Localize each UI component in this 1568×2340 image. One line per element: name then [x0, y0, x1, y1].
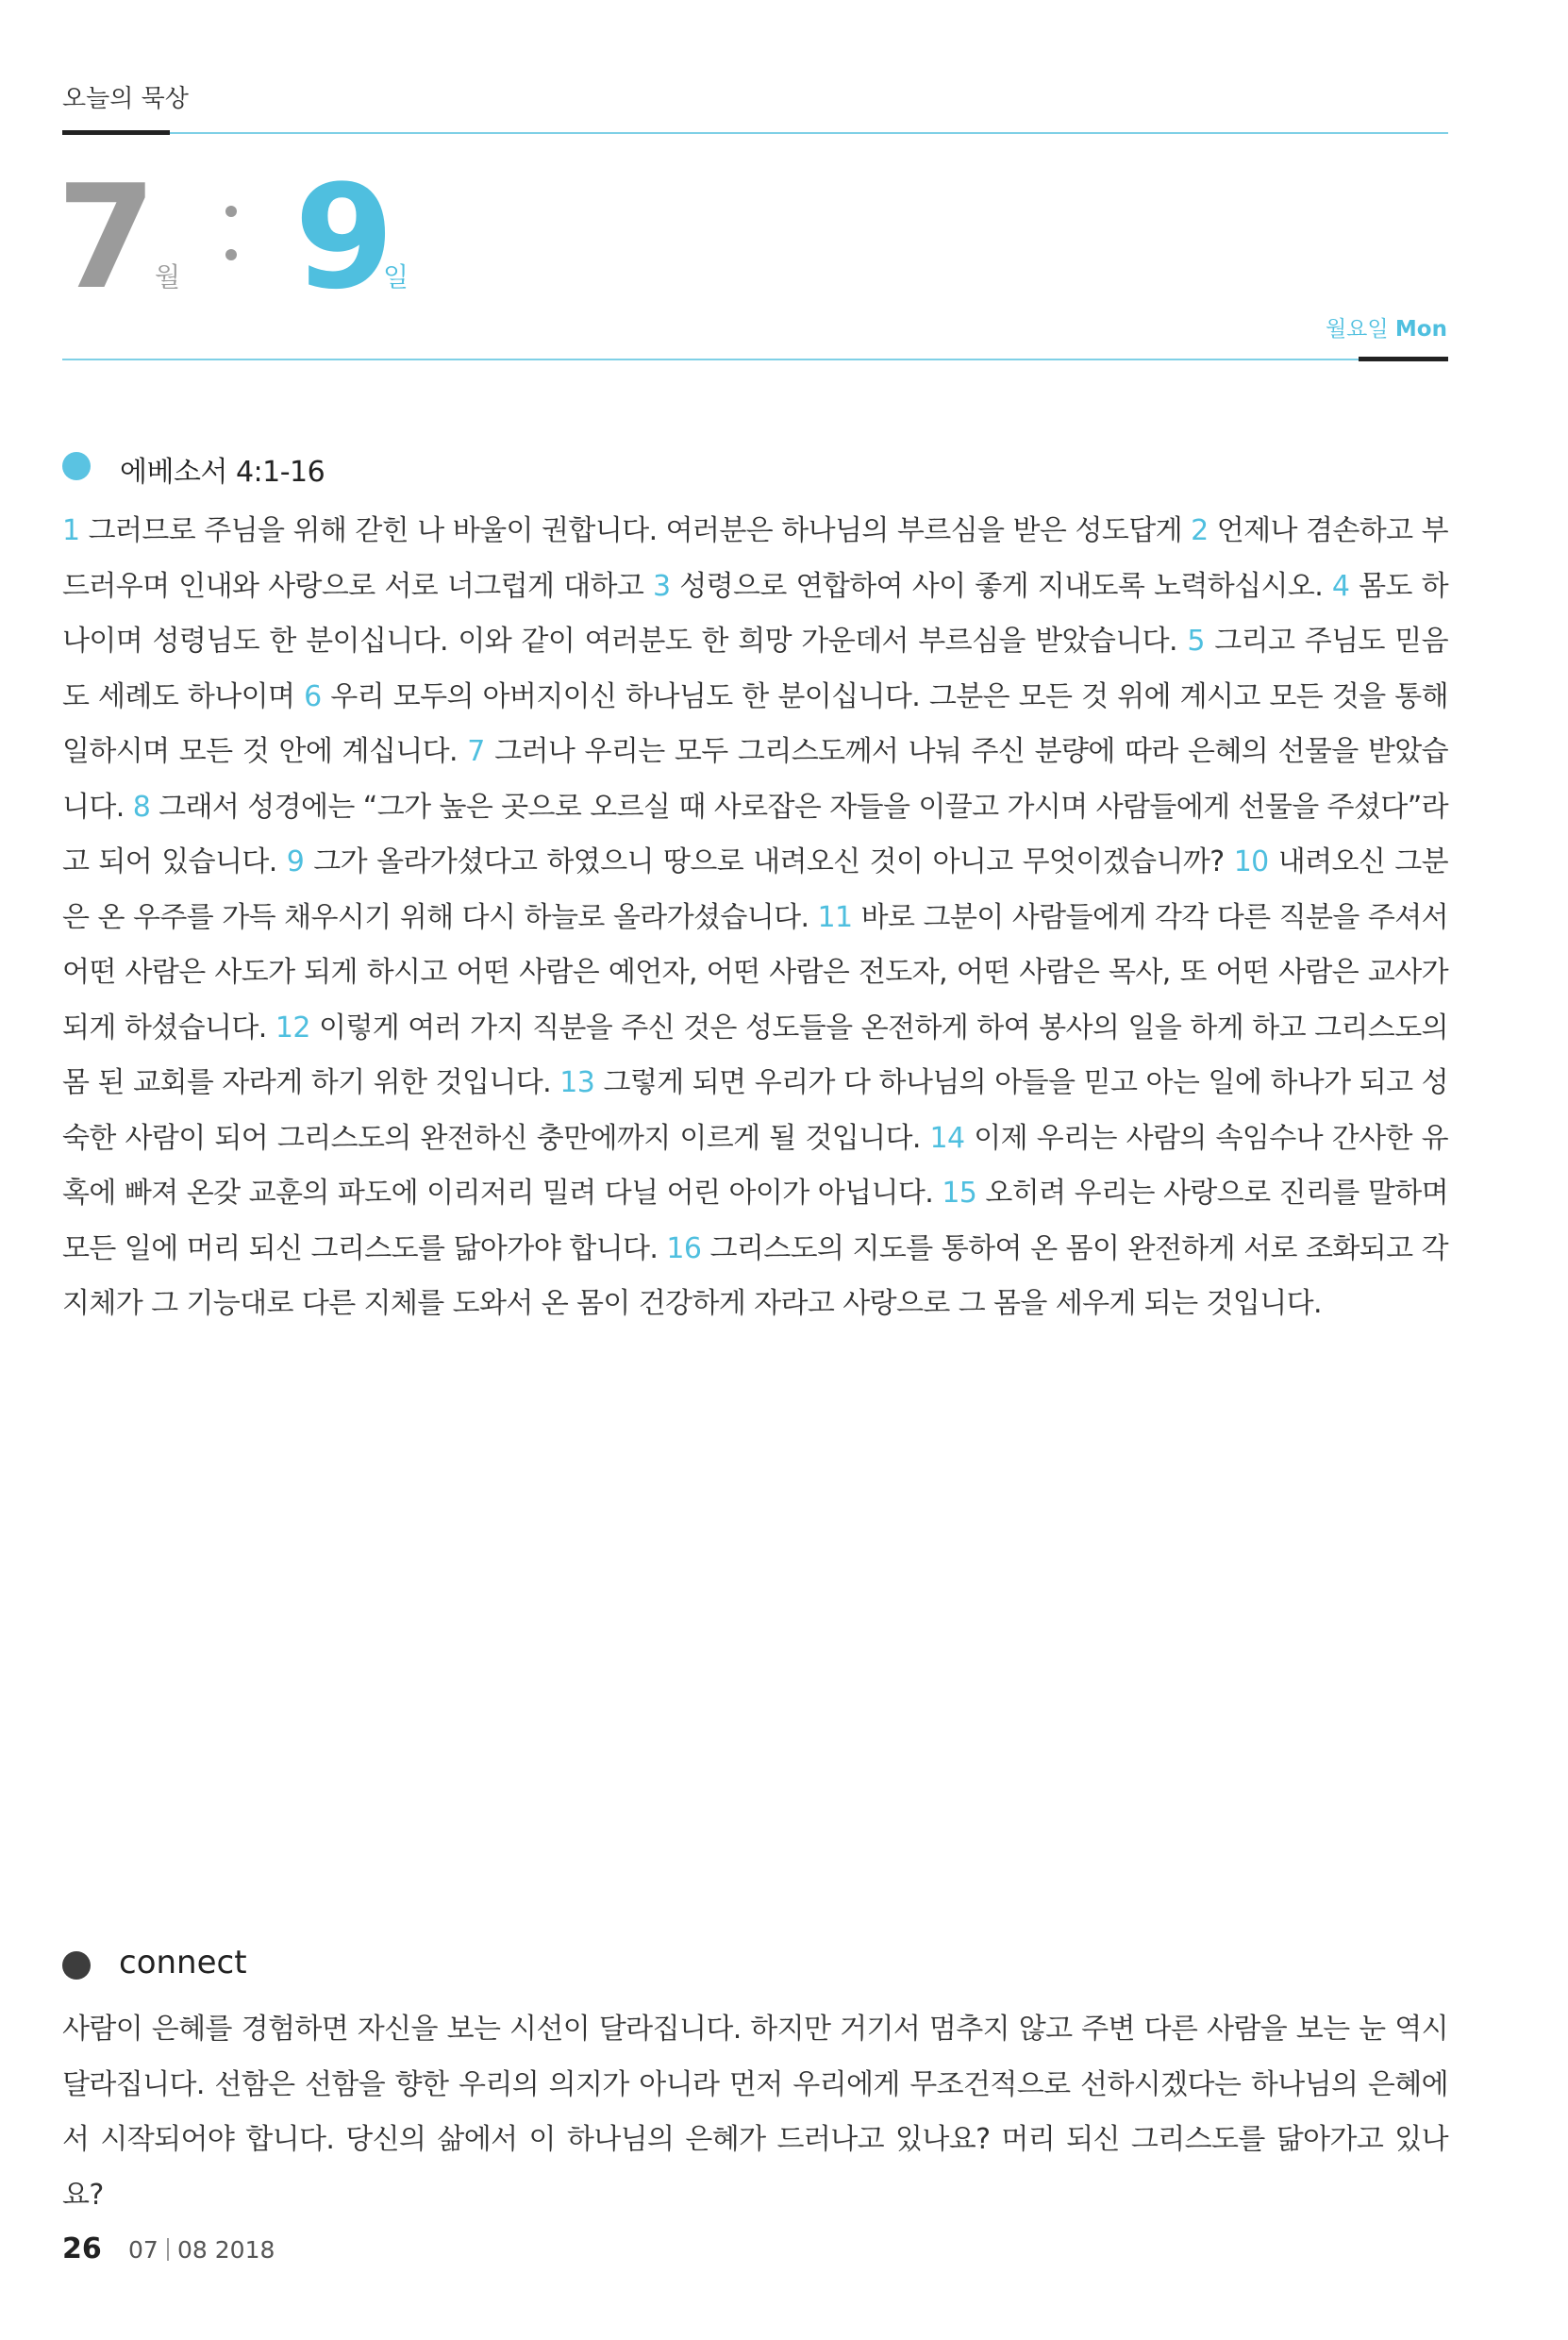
verse-text: 그렇게 되면 우리가 다 하나님의 아들을 믿고 아는 일에 하나가 되고 성숙한 사람이 되어 그리스도의 완전하신 충만에까지 이르게 될 것입니다.: [62, 1066, 1449, 1155]
verse-text: 그러므로 주님을 위해 갇힌 나 바울이 권합니다. 여러분은 하나님의 부르심을 받은 성도답게: [88, 514, 1182, 547]
verse-number: 5: [1187, 625, 1205, 658]
verse-number: 14: [929, 1121, 965, 1155]
verse-number: 1: [62, 514, 80, 547]
verse-number: 11: [817, 900, 853, 934]
verse-text: 성령으로 연합하여 사이 좋게 지내도록 노력하십시오.: [679, 569, 1324, 603]
page-number: 26: [62, 2232, 102, 2265]
verse-number: 16: [666, 1231, 702, 1265]
verse-number: 9: [286, 845, 305, 878]
section-label: 오늘의 묵상: [62, 85, 189, 113]
verse-number: 13: [559, 1066, 595, 1099]
verse-text: 내려오신 그분은 온 우주를 가득 채우시기 위해 다시 하늘로 올라가셨습니다.: [62, 845, 1449, 934]
day-number: 9: [294, 154, 391, 321]
date-divider-accent: [1359, 357, 1448, 361]
verse-number: 3: [652, 569, 671, 603]
date-separator-dot: [225, 206, 237, 217]
verse-text: 오히려 우리는 사랑으로 진리를 말하며 모든 일에 머리 되신 그리스도를 닮아가야 합니다.: [62, 1177, 1448, 1265]
verse-text: 그래서 성경에는 “그가 높은 곳으로 오르실 때 사로잡은 자들을 이끌고 가시며 사람들에게 선물을 주셨다”라고 되어 있습니다.: [62, 790, 1449, 878]
issue-separator: [167, 2238, 169, 2261]
verse-text: 몸도 하나이며 성령님도 한 분이십니다. 이와 같이 여러분도 한 희망 가운데서 부르심을 받았습니다.: [62, 569, 1449, 658]
verse-number: 4: [1331, 569, 1350, 603]
verse-text: 이렇게 여러 가지 직분을 주신 것은 성도들을 온전하게 하여 봉사의 일을 하게 하고 그리스도의 몸 된 교회를 자라게 하기 위한 것입니다.: [62, 1011, 1448, 1099]
day-label: 일: [383, 261, 409, 292]
verse-number: 2: [1191, 514, 1209, 547]
verse-text: 그리스도의 지도를 통하여 온 몸이 완전하게 서로 조화되고 각 지체가 그 기능대로 다른 지체를 도와서 온 몸이 건강하게 자라고 사랑으로 그 몸을 세우게 되는 것입니다.: [62, 1231, 1448, 1320]
issue-month: 07: [128, 2236, 158, 2264]
verse-number: 10: [1233, 845, 1269, 878]
date-divider: [62, 359, 1448, 360]
header-divider: [62, 132, 1448, 134]
connect-heading: connect: [119, 1944, 247, 1981]
verse-number: 8: [132, 790, 151, 824]
weekday-english: Mon: [1394, 317, 1447, 342]
verse-text: 이제 우리는 사람의 속임수나 간사한 유혹에 빠져 온갖 교훈의 파도에 이리저리 밀려 다닐 어린 아이가 아닙니다.: [62, 1121, 1448, 1210]
connect-body: 사람이 은혜를 경험하면 자신을 보는 시선이 달라집니다. 하지만 거기서 멈추지 않고 주변 다른 사람을 보는 눈 역시 달라집니다. 선함은 선함을 향한 우리의 의지가 아니라 먼저 우리에게 무조건적으로 선하시겠다는 하나님의 은혜에서 시작되어야 합니다. 당신의 삶에서 이 하나님의 은혜가 드러나고 있나요? 머리 되신 그리스도를 닮아가고 있나요?: [62, 2013, 1448, 2212]
verse-text: 그가 올라가셨다고 하였으니 땅으로 내려오신 것이 아니고 무엇이겠습니까?: [313, 845, 1225, 878]
header-divider-accent: [62, 130, 170, 135]
verse-text: 언제나 겸손하고 부드러우며 인내와 사랑으로 서로 너그럽게 대하고: [62, 514, 1449, 603]
verse-text: 바로 그분이 사람들에게 각각 다른 직분을 주셔서 어떤 사람은 사도가 되게 하시고 어떤 사람은 예언자, 어떤 사람은 전도자, 어떤 사람은 목사, 또 어떤 사람은 교사가 되게 하셨습니다.: [62, 900, 1448, 1045]
weekday-korean: 월요일: [1325, 317, 1389, 342]
passage-reference: 에베소서 4:1-16: [120, 456, 325, 489]
month-label: 월: [155, 261, 181, 292]
connect-bullet-icon: [62, 1951, 91, 1980]
verse-number: 6: [304, 679, 322, 713]
verse-number: 12: [275, 1011, 310, 1045]
weekday: [1326, 311, 1447, 343]
month-number: 7: [57, 154, 153, 321]
scripture-text: [62, 504, 1448, 1332]
verse-text: 그러나 우리는 모두 그리스도께서 나눠 주신 분량에 따라 은혜의 선물을 받았습니다.: [62, 735, 1449, 824]
date-separator-dot: [225, 249, 237, 260]
passage-bullet-icon: [62, 452, 91, 480]
verse-number: 15: [942, 1177, 977, 1210]
verse-number: 7: [467, 735, 485, 768]
verse-text: 우리 모두의 아버지이신 하나님도 한 분이십니다. 그분은 모든 것 위에 계시고 모든 것을 통해 일하시며 모든 것 안에 계십니다.: [62, 679, 1449, 768]
verse-text: 그리고 주님도 믿음도 세례도 하나이며: [62, 625, 1449, 713]
issue-year: 08 2018: [177, 2236, 275, 2264]
